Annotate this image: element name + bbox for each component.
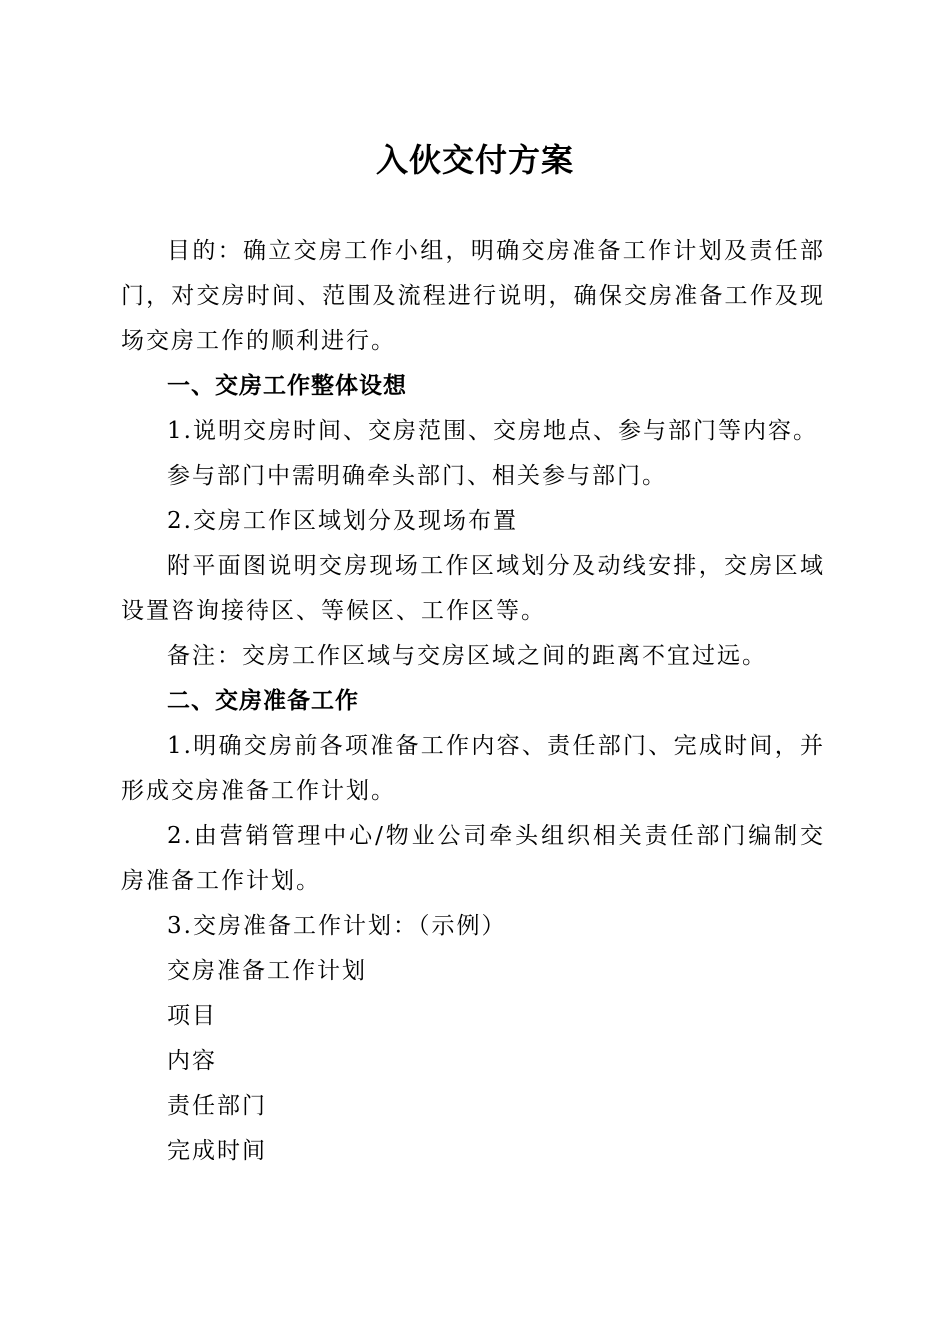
paragraph-1-2-detail: 附平面图说明交房现场工作区域划分及动线安排，交房区域设置咨询接待区、等候区、工作区等。	[121, 553, 825, 624]
plan-column-deadline: 完成时间	[167, 1138, 267, 1164]
purpose-paragraph: 目的：确立交房工作小组，明确交房准备工作计划及责任部门，对交房时间、范围及流程进行说明，确保交房准备工作及现场交房工作的顺利进行。	[121, 238, 825, 354]
paragraph-2-1: 1.明确交房前各项准备工作内容、责任部门、完成时间，并形成交房准备工作计划。	[121, 733, 825, 804]
paragraph-1-1: 1.说明交房时间、交房范围、交房地点、参与部门等内容。	[167, 418, 818, 444]
plan-column-content: 内容	[167, 1048, 217, 1074]
document-body	[121, 229, 825, 1174]
section-heading-1: 一、交房工作整体设想	[167, 373, 407, 399]
remark-paragraph: 备注：交房工作区域与交房区域之间的距离不宜过远。	[167, 643, 767, 669]
plan-column-project: 项目	[167, 1003, 217, 1029]
plan-column-department: 责任部门	[167, 1093, 267, 1119]
paragraph-2-3: 3.交房准备工作计划：（示例）	[167, 913, 507, 939]
section-heading-2: 二、交房准备工作	[167, 688, 359, 714]
plan-title-line: 交房准备工作计划	[167, 958, 367, 984]
paragraph-1-1-note: 参与部门中需明确牵头部门、相关参与部门。	[167, 463, 667, 489]
paragraph-1-2: 2.交房工作区域划分及现场布置	[167, 508, 518, 534]
paragraph-2-2: 2.由营销管理中心/物业公司牵头组织相关责任部门编制交房准备工作计划。	[121, 823, 825, 894]
document-title: 入伙交付方案	[375, 141, 574, 179]
